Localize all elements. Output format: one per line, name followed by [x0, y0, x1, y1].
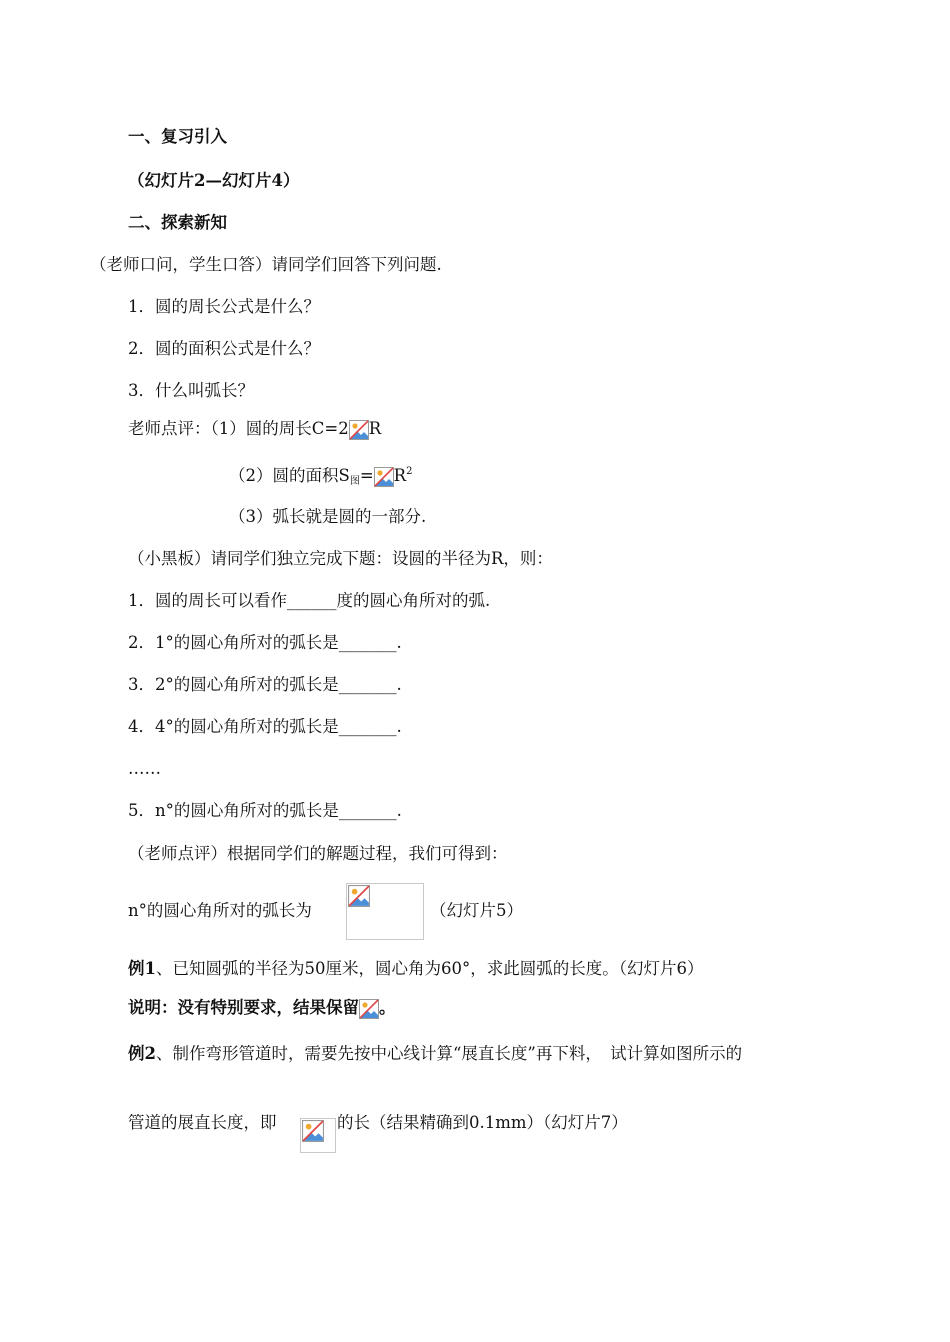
example-2-text: 、制作弯形管道时，需要先按中心线计算“展直长度”再下料， 试计算如图所示的 [155, 1044, 743, 1063]
example-2-continued [128, 1112, 277, 1134]
example-1-text: 、已知圆弧的半径为50厘米，圆心角为60°，求此圆弧的长度。（幻灯片6） [155, 959, 704, 978]
formula-r: R [368, 419, 382, 438]
arc-length-formula-line [128, 900, 312, 922]
teacher-comment-1 [128, 418, 381, 440]
example-2-text-a: 管道的展直长度，即 [128, 1113, 277, 1132]
question-2: 2．圆的面积公式是什么？ [128, 339, 320, 358]
exercise-5: 5．n°的圆心角所对的弧长是_______. [128, 801, 402, 820]
teacher-comment-2-text: （2）圆的面积S [229, 466, 350, 485]
exercise-2: 2．1°的圆心角所对的弧长是_______. [128, 633, 402, 652]
broken-image-icon [348, 885, 370, 907]
blackboard-exercise: （小黑板）请同学们独立完成下题：设圆的半径为R，则： [128, 549, 553, 568]
example-1 [128, 958, 703, 980]
note-text: 说明：没有特别要求，结果保留 [128, 998, 359, 1017]
broken-image-icon [349, 420, 369, 440]
equals-sign: = [359, 466, 374, 485]
broken-image-icon [359, 999, 379, 1019]
question-1: 1．圆的周长公式是什么？ [128, 297, 320, 316]
slide-reference: （幻灯片2—幻灯片4） [128, 171, 300, 190]
teacher-comment-1-text: 老师点评：（1）圆的周长C=2 [128, 419, 349, 438]
section-review-heading: 一、复习引入 [128, 127, 227, 146]
superscript: 2 [406, 466, 413, 477]
exercise-3: 3．2°的圆心角所对的弧长是_______. [128, 675, 402, 694]
question-3: 3．什么叫弧长？ [128, 381, 254, 400]
slide-5-ref: （幻灯片5） [430, 901, 523, 920]
arc-length-text: n°的圆心角所对的弧长为 [128, 901, 312, 920]
note-line [128, 997, 396, 1019]
formula-r: R [393, 466, 407, 485]
formula-image-box [346, 883, 424, 940]
example-1-label: 例1 [128, 959, 156, 978]
subscript: 图 [349, 476, 360, 487]
example-2-text-b: 的长（结果精确到0.1mm）（幻灯片7） [337, 1113, 628, 1132]
paragraph-oral-questions: （老师口问，学生口答）请同学们回答下列问题. [90, 255, 442, 274]
example-2-label: 例2 [128, 1044, 156, 1063]
broken-image-icon [302, 1120, 324, 1142]
teacher-comment-3: （3）弧长就是圆的一部分. [229, 507, 427, 526]
arc-image-box [300, 1118, 336, 1153]
section-explore-heading: 二、探索新知 [128, 213, 227, 232]
exercise-1: 1．圆的周长可以看作______度的圆心角所对的弧. [128, 591, 491, 610]
note-period: 。 [379, 998, 396, 1017]
ellipsis: …… [128, 759, 161, 778]
exercise-4: 4．4°的圆心角所对的弧长是_______. [128, 717, 402, 736]
teacher-conclusion: （老师点评）根据同学们的解题过程，我们可得到： [128, 844, 508, 863]
teacher-comment-2 [229, 461, 412, 493]
example-2 [128, 1043, 742, 1065]
broken-image-icon [374, 467, 394, 487]
